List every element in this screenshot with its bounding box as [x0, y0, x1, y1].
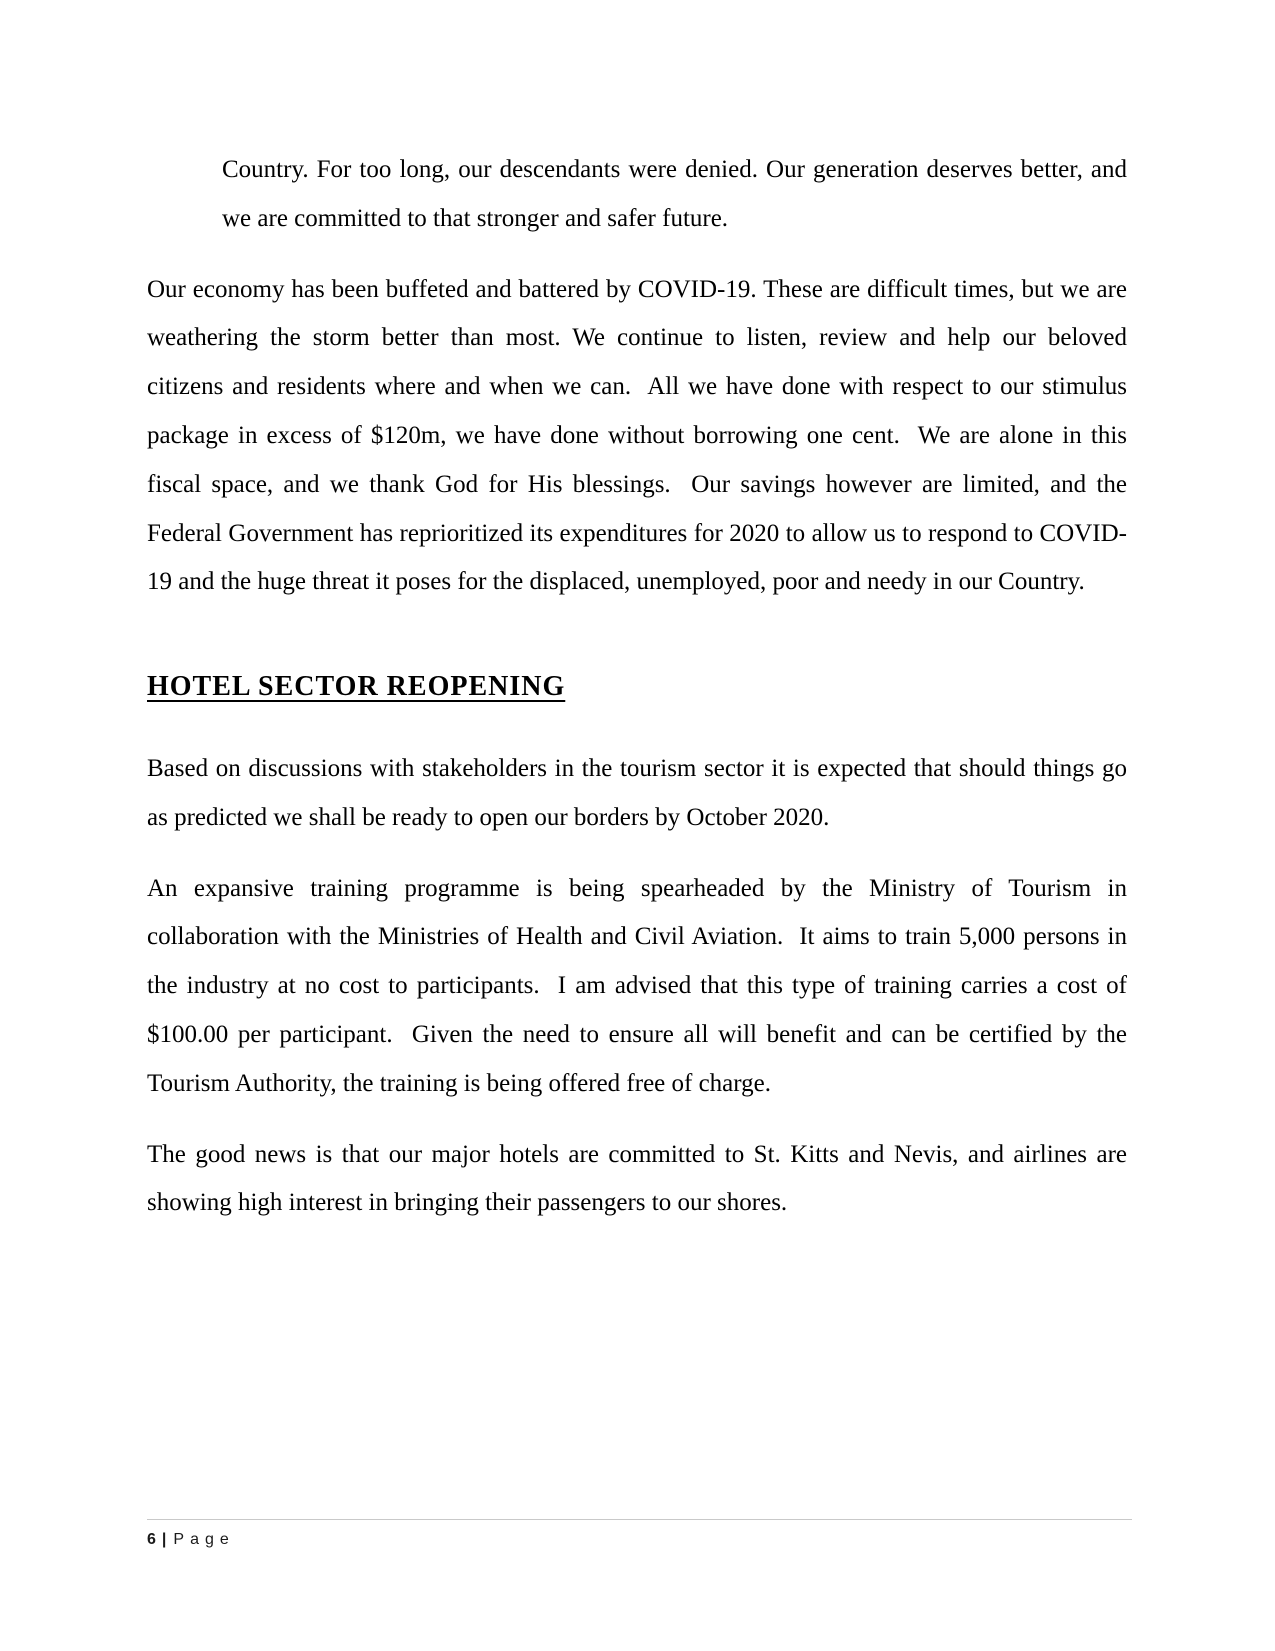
footer-divider — [147, 1519, 1132, 1520]
page-body — [147, 0, 1134, 1250]
page-number: 6 — [147, 1531, 156, 1548]
indented-quote-paragraph: Country. For too long, our descendants were denied. Our generation deserves better, and we are committed to that stronger and safer future. — [222, 156, 1134, 232]
section-heading — [147, 663, 1127, 712]
paragraph-hotels-airlines: The good news is that our major hotels are committed to St. Kitts and Nevis, and airlines are showing high interest in bringing their passengers to our shores. — [147, 1140, 1134, 1217]
section-heading-text: HOTEL SECTOR REOPENING — [147, 671, 566, 703]
footer-separator: | — [161, 1531, 167, 1548]
paragraph-training-programme: An expansive training programme is being spearheaded by the Ministry of Tourism in collaboration with the Ministries of Health and Civil Aviation. It aims to train 5,000 persons in the industry at no cost to participants. I am advised that this type of training carries a cost of $100.00 per participant. Given the need to ensure all will benefit and can be certified by the Tourism Authority, the training is being offered free of charge. — [147, 874, 1134, 1097]
page-footer — [147, 1529, 235, 1551]
page-label: Page — [173, 1531, 235, 1548]
paragraph-borders-reopening: Based on discussions with stakeholders in the tourism sector it is expected that should things go as predicted we shall be ready to open our borders by October 2020. — [147, 754, 1134, 831]
paragraph-economy: Our economy has been buffeted and battered by COVID-19. These are difficult times, but we are weathering the storm better than most. We continue to listen, review and help our beloved citizens and residents where and when we can. All we have done with respect to our stimulus package in excess of $120m, we have done without borrowing one cent. We are alone in this fiscal space, and we thank God for His blessings. Our savings however are limited, and the Federal Government has reprioritized its expenditures for 2020 to allow us to respond to COVID-19 and the huge threat it poses for the displaced, unemployed, poor and needy in our Country. — [147, 275, 1134, 596]
